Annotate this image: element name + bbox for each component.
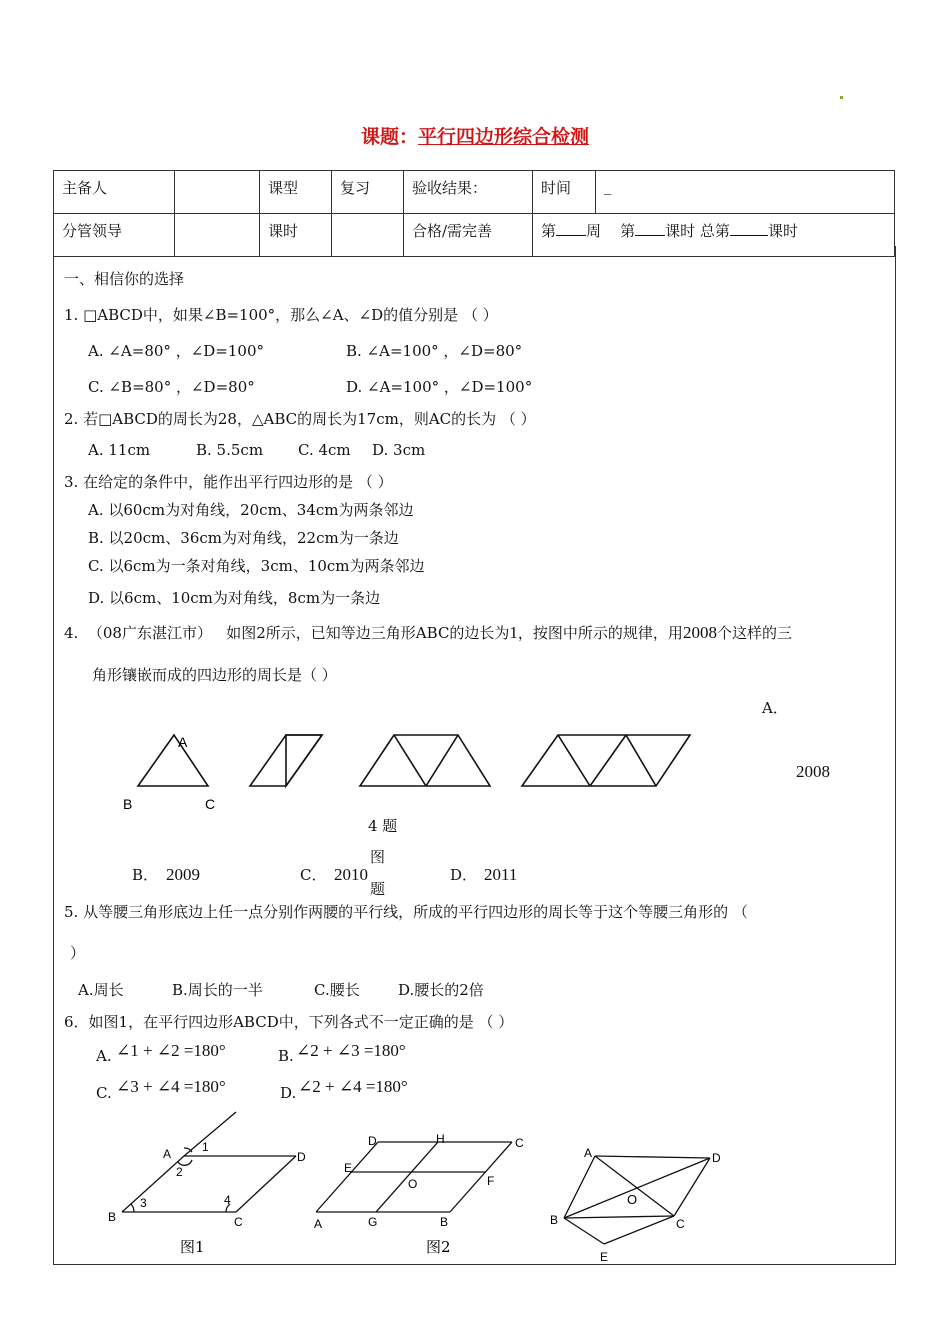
q2-option-b: B. 5.5cm — [196, 441, 264, 459]
q2-option-d: D. 3cm — [372, 441, 426, 459]
fig2-label-a: A — [314, 1217, 323, 1231]
q4-triangle-figure — [120, 725, 700, 825]
three-triangle-trapezoid — [360, 735, 490, 786]
fig1-label-b: B — [108, 1210, 117, 1224]
fig2-label-e: E — [344, 1161, 353, 1175]
cell-time-value: _ — [596, 171, 895, 214]
q6-option-d-label: D. — [280, 1084, 297, 1102]
figure-1-parallelogram — [100, 1110, 323, 1260]
fig1-caption: 图1 — [180, 1238, 205, 1256]
q2-stem: 2. 若□ABCD的周长为28，△ABC的周长为17cm，则AC的长为 （ ） — [64, 410, 536, 428]
fig3-label-d: D — [712, 1151, 721, 1165]
fig3-label-o: O — [627, 1192, 638, 1207]
q6-option-c-label: C. — [96, 1084, 112, 1102]
q3-option-c: C. 以6cm为一条对角线，3cm、10cm为两条邻边 — [88, 557, 425, 575]
fig1-label-d: D — [297, 1150, 306, 1164]
q2-option-a: A. 11cm — [88, 441, 151, 459]
q1-stem: 1. □ABCD中，如果∠B=100°，那么∠A、∠D的值分别是 （ ） — [64, 306, 498, 324]
fig1-angle-3: 3 — [140, 1196, 147, 1210]
fig2-label-b: B — [440, 1215, 449, 1229]
fig1-angle-4: 4 — [224, 1193, 231, 1207]
q4-option-d-value: 2011 — [484, 865, 518, 884]
q6-stem: 6．如图1，在平行四边形ABCD中，下列各式不一定正确的是 （ ） — [64, 1013, 514, 1031]
figure-3-parallelogram — [540, 1140, 740, 1265]
q4-caption-3: 题 — [370, 880, 386, 898]
fig2-caption: 图2 — [426, 1238, 451, 1256]
cell-type-label: 课型 — [260, 171, 332, 214]
fig1-angle-2: 2 — [176, 1165, 183, 1179]
q4-option-b-label: B． — [132, 866, 159, 884]
q1-option-c: C. ∠B=80° ，∠D=80° — [88, 378, 255, 396]
q5-option-d: D.腰长的2倍 — [398, 981, 484, 999]
cell-result-value: 合格/需完善 — [404, 214, 533, 257]
fig2-label-f: F — [487, 1174, 495, 1188]
q4-caption-2: 图 — [370, 848, 386, 866]
four-triangle-parallelogram — [522, 735, 690, 786]
q4-option-b-value: 2009 — [166, 865, 200, 884]
vertex-label-a: A — [178, 734, 188, 750]
cell-leader-label: 分管领导 — [54, 214, 175, 257]
q1-option-b: B. ∠A=100° ，∠D=80° — [346, 342, 523, 360]
fig3-label-e: E — [600, 1250, 609, 1264]
q6-option-d: ∠2 + ∠4 =180° — [298, 1077, 408, 1096]
fig3-label-c: C — [676, 1217, 685, 1231]
section-heading: 一、相信你的选择 — [64, 270, 185, 288]
q3-option-b: B. 以20cm、36cm为对角线，22cm为一条边 — [88, 529, 399, 547]
q4-option-d-label: D． — [450, 866, 478, 884]
q4-option-a-label: A． — [762, 699, 788, 717]
q3-option-d: D. 以6cm、10cm为对角线，8cm为一条边 — [88, 589, 381, 607]
q4-option-a-value: 2008 — [796, 762, 830, 781]
fig1-label-a: A — [163, 1147, 172, 1161]
cell-check-label: 验收结果： — [404, 171, 533, 214]
fig2-label-o: O — [408, 1177, 418, 1191]
cell-week-period: 第 周 第 课时 总第 课时 — [533, 214, 895, 257]
vertex-label-b: B — [123, 796, 133, 812]
fig2-label-g: G — [368, 1215, 378, 1229]
q4-stem: 4. （08广东湛江市） 如图2所示，已知等边三角形ABC的边长为1，按图中所示的规律，用2008个这样的三 — [64, 623, 792, 642]
cell-type-value: 复习 — [332, 171, 404, 214]
fig3-label-a: A — [584, 1146, 593, 1160]
q3-stem: 3. 在给定的条件中，能作出平行四边形的是 （ ） — [64, 473, 393, 491]
q4-option-c-value: 2010 — [334, 865, 368, 884]
q5-option-b: B.周长的一半 — [172, 981, 263, 999]
q6-option-b: ∠2 + ∠3 =180° — [296, 1041, 406, 1060]
q1-option-a: A. ∠A=80° ，∠D=100° — [88, 342, 264, 360]
q4-caption-1: 4 题 — [368, 817, 398, 835]
fig1-label-c: C — [234, 1215, 243, 1229]
fig1-angle-1: 1 — [202, 1140, 209, 1154]
cell-period-label: 课时 — [260, 214, 332, 257]
fig3-label-b: B — [550, 1213, 559, 1227]
single-triangle — [138, 735, 208, 786]
q1-option-d: D. ∠A=100° ，∠D=100° — [346, 378, 533, 396]
q5-close-paren: ） — [70, 944, 86, 962]
q3-option-a: A. 以60cm为对角线，20cm、34cm为两条邻边 — [88, 501, 414, 519]
q6-option-b-label: B. — [278, 1047, 294, 1065]
vertex-label-c: C — [205, 796, 216, 812]
q5-stem: 5. 从等腰三角形底边上任一点分别作两腰的平行线，所成的平行四边形的周长等于这个等腰三角形的 （ — [64, 903, 748, 921]
q2-option-c: C. 4cm — [298, 441, 351, 459]
fig2-label-h: H — [436, 1132, 445, 1146]
decorative-dot — [840, 96, 843, 99]
q4-option-c-label: C． — [300, 866, 327, 884]
q5-option-c: C.腰长 — [314, 981, 360, 999]
q5-option-a: A.周长 — [78, 981, 124, 999]
q4-stem-line2: 角形镶嵌而成的四边形的周长是（ ） — [92, 666, 337, 684]
figure-2-parallelogram — [306, 1130, 536, 1260]
q6-option-a: ∠1 + ∠2 =180° — [116, 1041, 226, 1060]
q6-option-a-label: A. — [96, 1047, 112, 1065]
fig2-label-d: D — [368, 1134, 377, 1148]
cell-time-label: 时间 — [533, 171, 596, 214]
cell-preparer-value — [175, 171, 260, 214]
q6-option-c: ∠3 + ∠4 =180° — [116, 1077, 226, 1096]
cell-preparer-label: 主备人 — [54, 171, 175, 214]
fig2-label-c: C — [515, 1136, 524, 1150]
lesson-info-table — [53, 170, 895, 257]
page-title: 课题：平行四边形综合检测 — [360, 126, 590, 148]
